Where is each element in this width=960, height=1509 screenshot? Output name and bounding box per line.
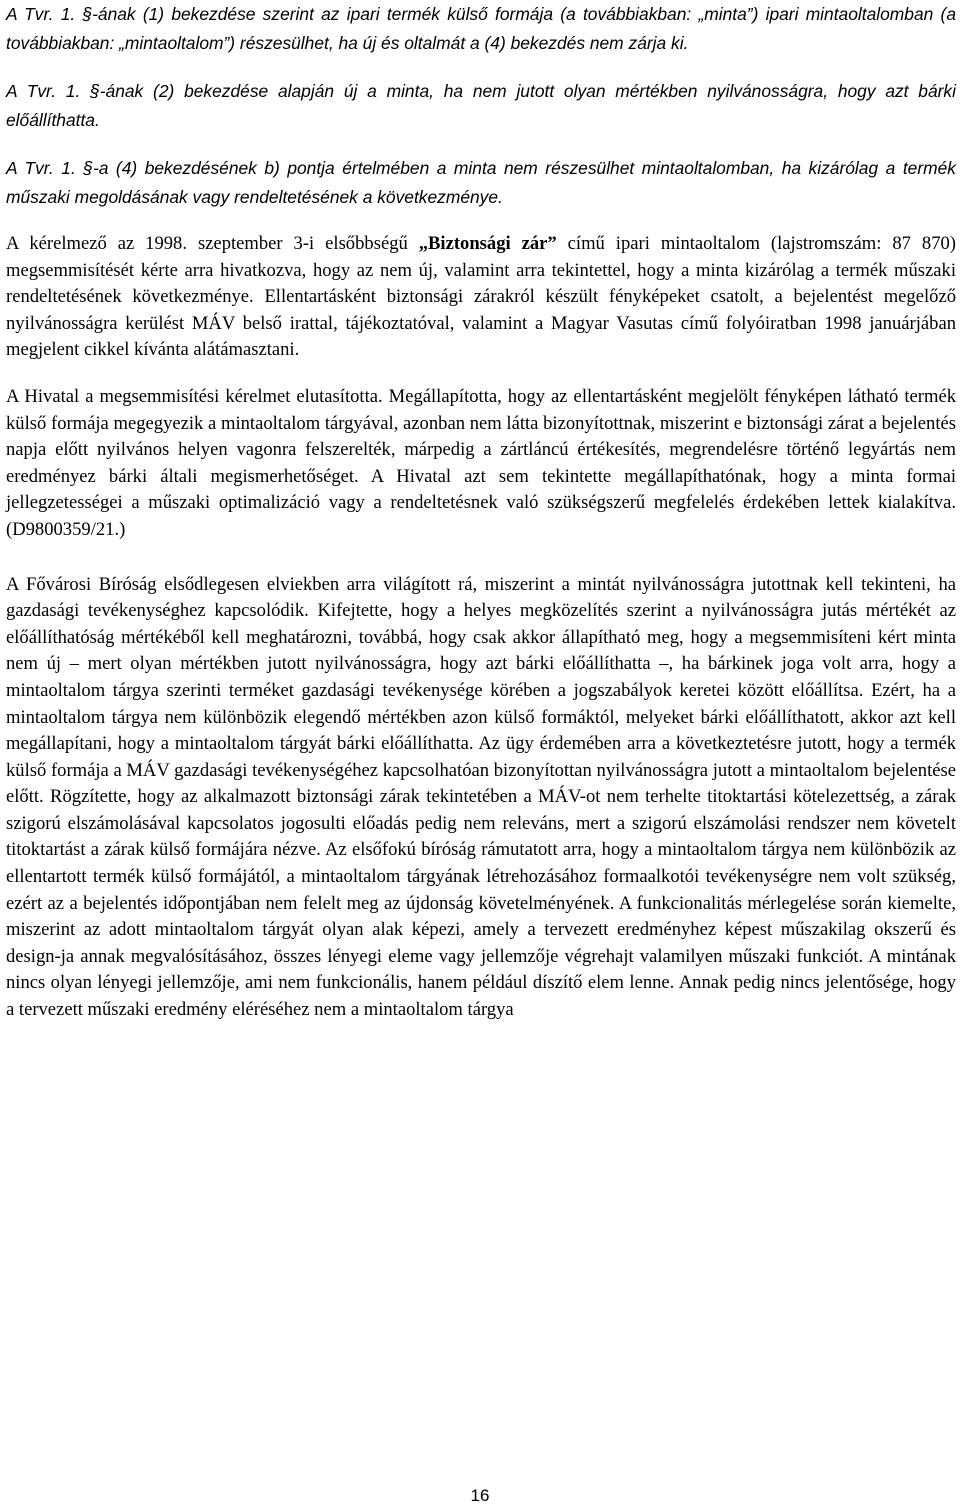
page-number: 16 <box>470 1486 490 1505</box>
paragraph-request <box>6 231 956 364</box>
design-title: „Biztonsági zár” <box>418 233 557 254</box>
document-page <box>6 0 956 1024</box>
paragraph-tvr-1-4b: A Tvr. 1. §-a (4) bekezdésének b) pontja értelmében a minta nem részesülhet mintaoltalomban, ha kizárólag a termék műszaki megoldásának vagy rendeltetésének a következménye. <box>6 158 956 207</box>
request-text-end: című ipari mintaoltalom (lajstromszám: 87 870) megsemmisítését kérte arra hivatkozva, hogy az nem új, valamint arra tekintettel, hogy a minta kizárólag a termék műszaki rendeltetésének következménye. Ellentartásként biztonsági zárakról készült fényképeket csatolt, a bejelentést megelőző nyilvánosságra kerülést MÁV belső irattal, tájékoztatóval, valamint a Magyar Vasutas című folyóiratban 1998 januárjában megjelent cikkel kívánta alátámasztani. <box>6 233 956 361</box>
request-text-start: A kérelmező az 1998. szeptember 3-i elsőbbségű <box>6 233 419 254</box>
paragraph-tvr-1-1: A Tvr. 1. §-ának (1) bekezdése szerint az ipari termék külső formája (a továbbiakban: „minta”) ipari mintaoltalomban (a továbbiakban: „mintaoltalom”) részesülhet, ha új és oltalmát a (4) bekezdés nem zárja ki. <box>6 4 956 53</box>
paragraph-court-decision: A Fővárosi Bíróság elsődlegesen elviekben arra világított rá, miszerint a mintát nyilvánosságra jutottnak kell tekinteni, ha gazdasági tevékenységhez kapcsolódik. Kifejtette, hogy a helyes megközelítés szerint a nyilvánosságra jutás mértékét az előállíthatóság mértékéből kell meghatározni, továbbá, hogy csak akkor állapítható meg, hogy a megsemmisíteni kért minta nem új ‒ mert olyan mértékben jutott nyilvánosságra, hogy azt bárki előállíthatta ‒, ha bárkinek joga volt arra, hogy a mintaoltalom tárgya szerinti terméket gazdasági tevékenysége körében a jogszabályok keretei között előállítsa. Ezért, ha a mintaoltalom tárgya nem különbözik elegendő mértékben azon külső formáktól, melyeket bárki előállíthatott, akkor azt kell megállapítani, hogy a mintaoltalom tárgyát bárki előállíthatta. Az ügy érdemében arra a következtetésre jutott, hogy a termék külső formája a MÁV gazdasági tevékenységéhez kapcsolhatóan bizonyítottan nyilvánosságra jutott a mintaoltalom bejelentése előtt. Rögzítette, hogy az alkalmazott biztonsági zárak tekintetében a MÁV-ot nem terhelte titoktartási kötelezettség, a zárak szigorú elszámolásával kapcsolatos jogosulti előadás pedig nem releváns, mert a szigorú elszámolási rendszer nem követelt titoktartást a zárak külső formájára nézve. Az elsőfokú bíróság rámutatott arra, hogy a mintaoltalom tárgya nem különbözik az ellentartott termék külső formájától, a mintaoltalom tárgyának létrehozásához formaalkotói tevékenységre nem volt szükség, ezért az a bejelentés időpontjában nem felelt meg az újdonság követelményének. A funkcionalitás mérlegelése során kiemelte, miszerint az adott mintaoltalom tárgyát olyan alak képezi, amely a tervezett eredményhez képest műszakilag okszerű és design-ja annak megvalósításához, összes lényegi eleme vagy jellemzője végrehajt valamilyen műszaki funkciót. A mintának nincs olyan lényegi jellemzője, ami nem funkcionális, hanem például díszítő elem lenne. Annak pedig nincs jelentősége, hogy a tervezett műszaki eredmény eléréséhez nem a mintaoltalom tárgya <box>6 573 956 1021</box>
paragraph-office-decision: A Hivatal a megsemmisítési kérelmet elutasította. Megállapította, hogy az ellentartásként megjelölt fényképen látható termék külső formája megegyezik a mintaoltalom tárgyával, azonban nem látta bizonyítottnak, miszerint e biztonsági zárat a bejelentés napja előtt nyilvános helyen vagonra felszerelték, márpedig a zártláncú értékesítés, megrendelésre történő legyártás nem eredményez bárki általi megismerhetőséget. A Hivatal azt sem tekintette megállapíthatónak, hogy a minta formai jellegzetességei a műszaki optimalizáció vagy a rendeltetésnek való szükségszerű megfelelés érdekében lettek kialakítva. (D9800359/21.) <box>6 385 956 540</box>
paragraph-tvr-1-2: A Tvr. 1. §-ának (2) bekezdése alapján új a minta, ha nem jutott olyan mértékben nyilvánosságra, hogy azt bárki előállíthatta. <box>6 81 956 130</box>
